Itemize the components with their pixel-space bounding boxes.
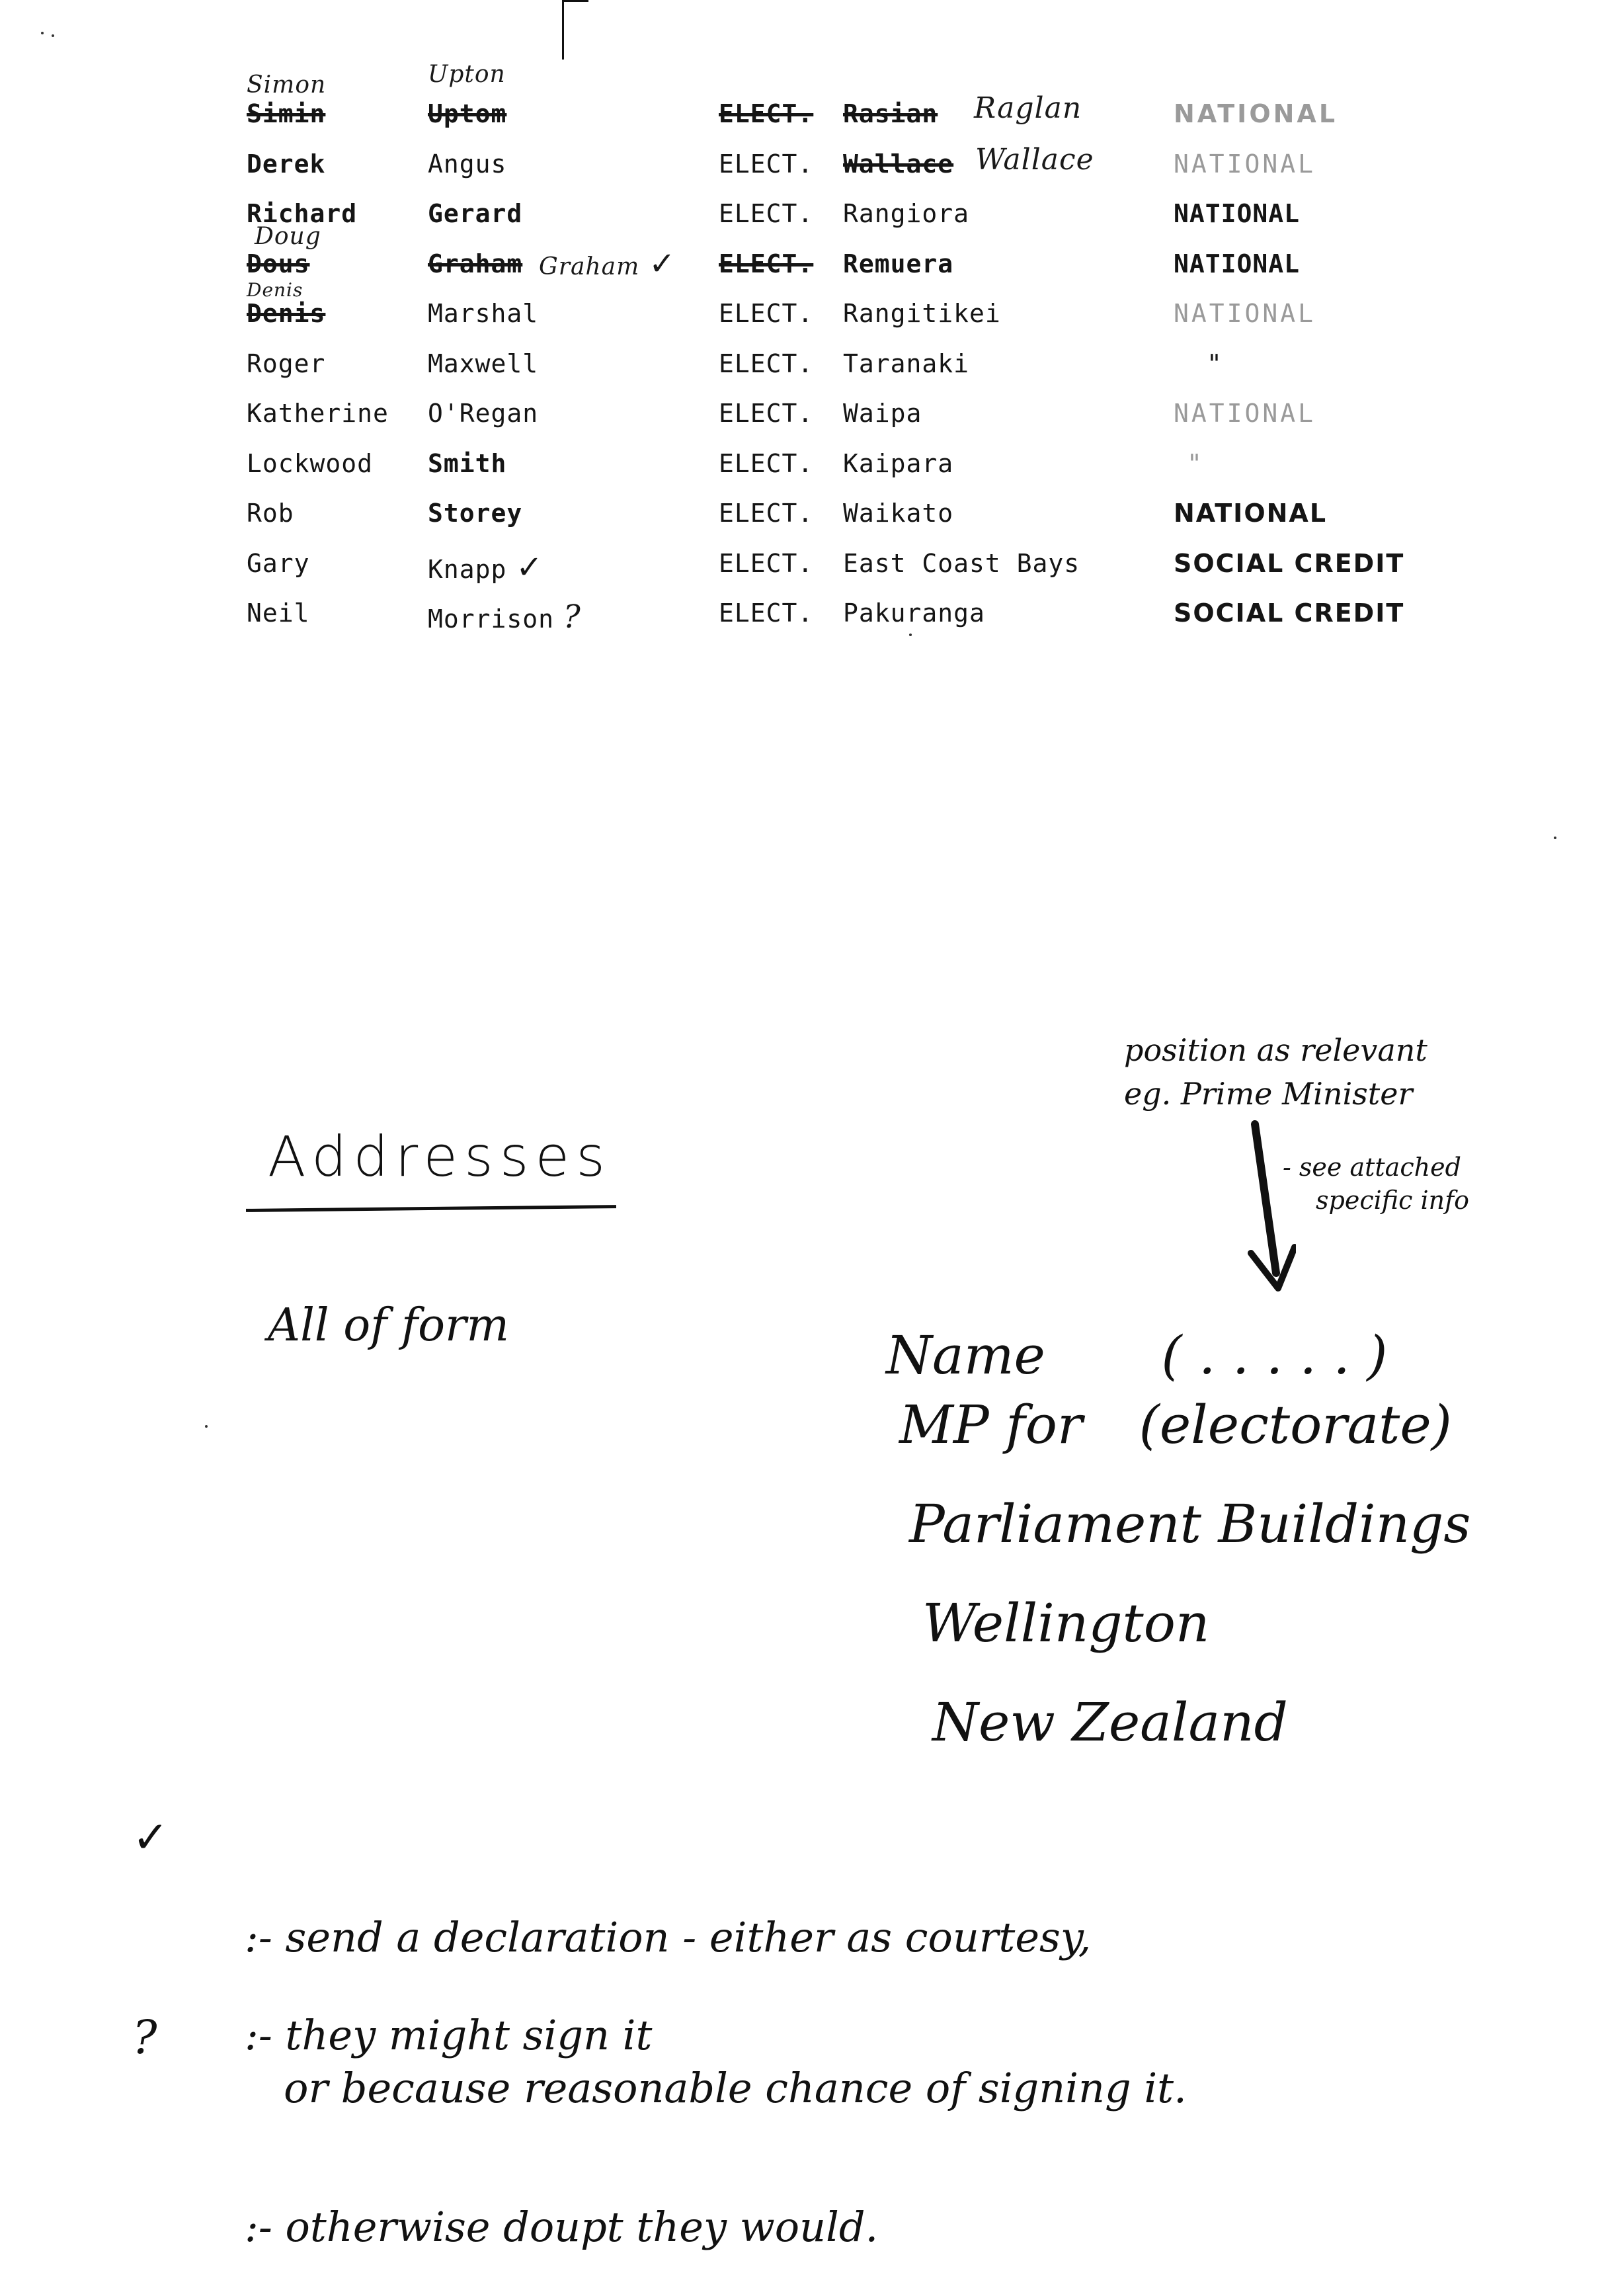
check-mark-icon: ✓ <box>649 245 676 282</box>
legend-text: :- send a declaration - either as courtesy, or because reasonable chance of signing it. <box>245 1913 1187 2112</box>
party: NATIONAL <box>1174 149 1316 179</box>
struck-first-name: Simin <box>247 99 326 128</box>
address-line-mp-for: MP for (electorate) <box>899 1394 1452 1456</box>
party-ditto: " <box>1207 348 1223 378</box>
table-row <box>241 349 1498 399</box>
electorate-type: ELECT. <box>719 99 814 128</box>
address-line-name: Name ( . . . . . ) <box>886 1325 1388 1386</box>
party: NATIONAL <box>1174 499 1328 528</box>
electorate: Kaipara <box>843 448 954 478</box>
electorate-type: ELECT. <box>719 348 814 378</box>
position-note-line: eg. Prime Minister <box>1124 1076 1413 1112</box>
table-row <box>241 61 1498 149</box>
first-name: Neil <box>247 598 310 628</box>
first-name: Roger <box>247 348 326 378</box>
heading-underline <box>246 1205 616 1212</box>
mark-legend <box>132 1812 1554 2281</box>
struck-last-name: Graham <box>428 249 523 278</box>
electorate: Waipa <box>843 399 922 428</box>
handwritten-first-name: Denis <box>247 279 303 301</box>
check-mark-icon: ✓ <box>132 1812 169 1863</box>
check-mark-icon: ✓ <box>516 548 543 586</box>
scan-speck <box>52 34 54 37</box>
party-ditto: " <box>1187 448 1205 478</box>
table-row <box>241 199 1498 249</box>
struck-first-name: Dous <box>247 249 310 278</box>
table-row <box>241 449 1498 499</box>
handwritten-last-name: Graham ✓ <box>539 245 676 282</box>
table-row <box>241 499 1498 549</box>
party: NATIONAL <box>1174 199 1301 228</box>
address-line-city: Wellington <box>922 1592 1210 1654</box>
electorate: Remuera <box>843 249 954 278</box>
corner-mark-horizontal <box>562 0 588 2</box>
legend-item-otherwise <box>132 2202 1554 2281</box>
last-name: Knapp ✓ <box>428 548 543 586</box>
electorate: Taranaki <box>843 348 970 378</box>
table-row <box>241 142 1498 200</box>
scan-speck <box>41 32 44 34</box>
last-name: Maxwell <box>428 348 539 378</box>
address-line-parliament: Parliament Buildings <box>909 1493 1471 1555</box>
table-row <box>241 279 1498 349</box>
corner-mark <box>562 0 564 60</box>
address-line-country: New Zealand <box>932 1692 1288 1753</box>
electorate-type: ELECT. <box>719 448 814 478</box>
party: NATIONAL <box>1174 299 1316 328</box>
scan-speck <box>1554 837 1556 839</box>
question-mark-icon: ? <box>563 598 581 636</box>
party: NATIONAL <box>1174 249 1301 278</box>
last-name: Morrison ? <box>428 598 581 636</box>
first-name: Gary <box>247 548 310 578</box>
first-name: Katherine <box>247 399 389 428</box>
last-name: Gerard <box>428 199 523 228</box>
last-name: Marshal <box>428 299 539 328</box>
legend-text: :- they might sign it <box>245 2011 653 2059</box>
electorate-type: ELECT. <box>719 199 814 228</box>
struck-first-name: Denis <box>247 299 326 328</box>
last-name: Storey <box>428 499 523 528</box>
down-arrow-icon <box>1217 1118 1296 1303</box>
last-name: Smith <box>428 448 507 478</box>
table-row <box>241 399 1498 449</box>
addresses-heading: Addresses <box>268 1124 612 1189</box>
handwritten-last-name: Upton <box>428 61 506 88</box>
last-name: Angus <box>428 149 507 179</box>
table-row <box>241 222 1498 300</box>
scan-speck <box>205 1425 208 1428</box>
party: SOCIAL CREDIT <box>1174 598 1405 628</box>
party: NATIONAL <box>1174 399 1316 428</box>
question-mark-icon: ? <box>132 2010 157 2065</box>
electorate: Waikato <box>843 499 954 528</box>
electorate-type: ELECT. <box>719 499 814 528</box>
party: SOCIAL CREDIT <box>1174 548 1405 578</box>
legend-item-question <box>132 2010 1554 2202</box>
handwritten-first-name: Simon <box>247 71 327 99</box>
party: NATIONAL <box>1174 99 1338 128</box>
electorate-type: ELECT. <box>719 149 814 179</box>
table-row <box>241 549 1498 599</box>
handwritten-electorate: Wallace <box>975 142 1094 177</box>
electorate: Pakuranga <box>843 598 985 628</box>
see-attached-line: specific info <box>1316 1186 1470 1215</box>
first-name: Rob <box>247 499 294 528</box>
electorate-type: ELECT. <box>719 548 814 578</box>
position-note <box>1124 1028 1587 1116</box>
see-attached-line: - see attached <box>1283 1153 1461 1182</box>
table-row <box>241 598 1498 649</box>
legend-text: :- otherwise doupt they would. <box>245 2203 879 2251</box>
first-name: Lockwood <box>247 448 374 478</box>
address-template <box>886 1306 1470 1772</box>
mp-list-table <box>241 61 1498 649</box>
electorate-type: ELECT. <box>719 299 814 328</box>
struck-electorate: Rasian <box>843 99 938 128</box>
electorate-type: ELECT. <box>719 598 814 628</box>
electorate: Rangiora <box>843 199 970 228</box>
last-name: O'Regan <box>428 399 539 428</box>
electorate-type: ELECT. <box>719 399 814 428</box>
first-name: Richard <box>247 199 358 228</box>
handwritten-electorate: Raglan <box>974 91 1082 125</box>
see-attached-note <box>1283 1151 1560 1217</box>
electorate-type: ELECT. <box>719 249 814 278</box>
electorate: East Coast Bays <box>843 548 1080 578</box>
all-of-form-note: All of form <box>268 1299 510 1352</box>
struck-electorate: Wallace <box>843 149 954 179</box>
handwritten-first-name: Doug <box>255 222 321 250</box>
struck-last-name: Uptom <box>428 99 507 128</box>
position-note-line: position as relevant <box>1124 1032 1427 1068</box>
first-name: Derek <box>247 149 326 179</box>
electorate: Rangitikei <box>843 299 1001 328</box>
